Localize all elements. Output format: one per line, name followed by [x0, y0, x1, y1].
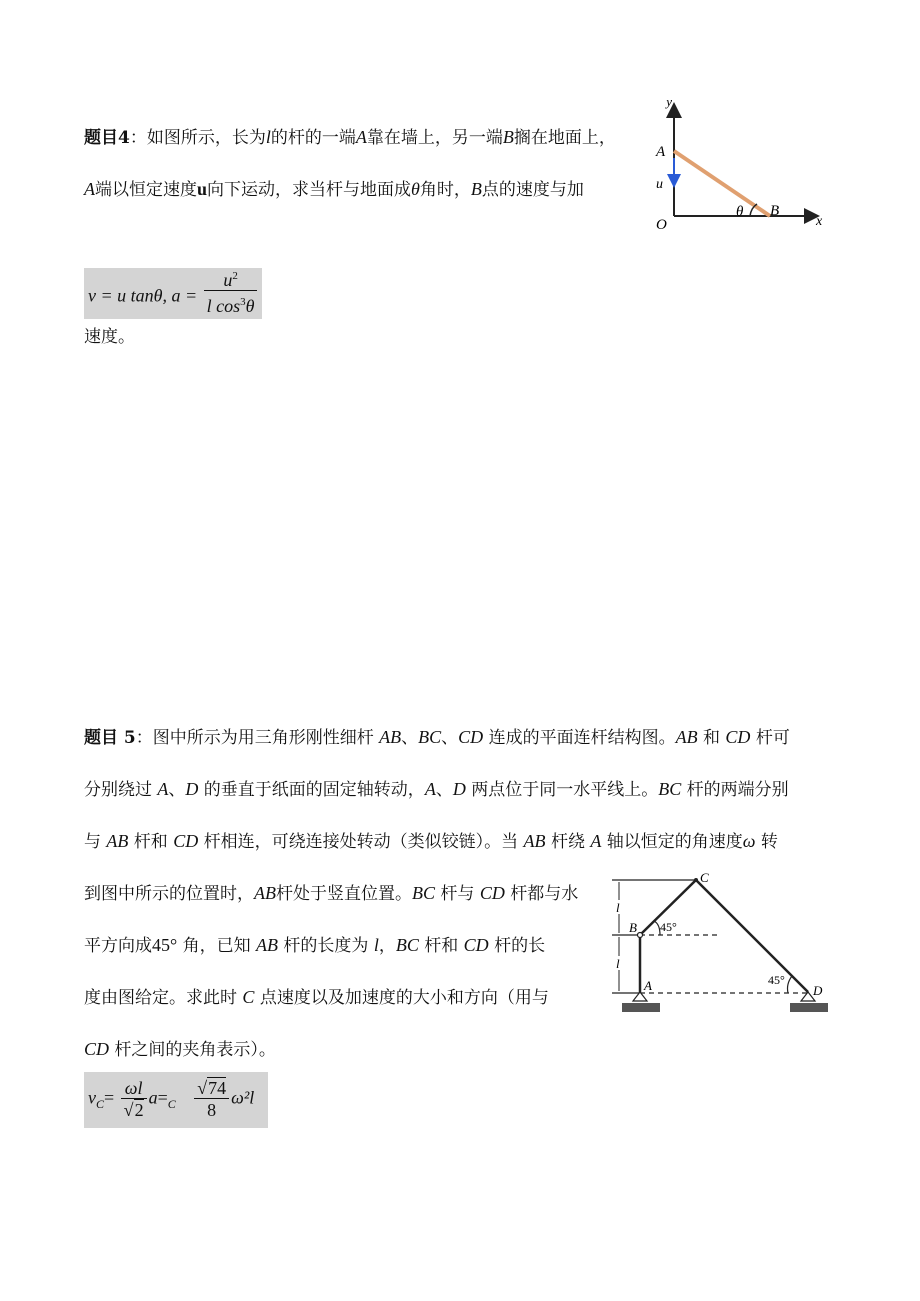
problem-4-answer: v = u tanθ, a = $\frac{u^2}{l \cos^3\theta}$	[84, 268, 262, 319]
problem-4-figure	[650, 92, 840, 232]
problem-5-figure	[600, 868, 836, 1018]
a-label: A	[644, 978, 652, 993]
vc-fraction: $\frac{\omega l}{√2}$	[121, 1078, 147, 1121]
d-label: D	[813, 983, 823, 998]
problem-4-answer-fraction: $\frac{u^2}{l \cos^3\theta}$	[204, 266, 258, 317]
problem-5-line-6: 度由图给定。求此时 C 点速度以及加速度的大小和方向（用与	[84, 987, 549, 1008]
theta-label: θ	[736, 204, 744, 220]
angle-label-d: 45°	[768, 973, 785, 987]
angle-label-b: 45°	[660, 920, 677, 934]
l-label-bottom: l	[616, 956, 620, 971]
problem-5-line-5: 平方向成45° 角，已知 AB 杆的长度为 l，BC 杆和 CD 杆的长	[84, 935, 546, 956]
o-label: O	[656, 217, 667, 232]
problem-4-line-2: A端以恒定速度u向下运动，求当杆与地面成θ角时，B点的速度与加	[84, 179, 584, 200]
problem-5-line-1: 题目 5：图中所示为用三角形刚性细杆 AB、BC、CD 连成的平面连杆结构图。AB 和 CD 杆可	[84, 727, 790, 748]
l-label-top: l	[616, 900, 620, 915]
b-label: B	[629, 920, 637, 935]
ground-a	[622, 1003, 660, 1012]
problem-4-label: 题目4	[84, 128, 130, 148]
problem-5-line-3: 与 AB 杆和 CD 杆相连，可绕连接处转动（类似铰链）。当 AB 杆绕 A 轴以恒定的角速度ω 转	[84, 831, 778, 852]
u-label: u	[656, 177, 663, 192]
ground-d	[790, 1003, 828, 1012]
problem-5-line-7: CD 杆之间的夹角表示）。	[84, 1039, 276, 1060]
problem-5-line-2: 分别绕过 A、D 的垂直于纸面的固定轴转动，A、D 两点位于同一水平线上。BC 杆的两端分别	[84, 779, 789, 800]
c-label: C	[700, 870, 709, 885]
rod-ab	[674, 151, 770, 216]
angle-arc-d	[788, 976, 793, 993]
ac-fraction: $\frac{√74}{8}$	[194, 1078, 229, 1121]
rod-cd	[696, 880, 808, 992]
problem-4-text	[84, 112, 616, 216]
x-label: x	[816, 214, 823, 229]
problem-5-line-4: 到图中所示的位置时，AB杆处于竖直位置。BC 杆与 CD 杆都与水	[84, 883, 579, 904]
problem-5-answer: $v_C=$ $\frac{\omega l}{√2}$ $a=_C$ $\frac{√74}{8}$ ω²l	[84, 1072, 268, 1128]
a-label: A	[656, 144, 666, 160]
problem-5-label: 题目 5	[84, 728, 136, 748]
problem-4-line-1: 题目4：如图所示，长为l的杆的一端A靠在墙上，另一端B搁在地面上，	[84, 127, 616, 148]
problem-4-line-3: 速度。	[84, 327, 135, 347]
y-label: y	[666, 94, 672, 109]
b-label: B	[770, 203, 780, 219]
